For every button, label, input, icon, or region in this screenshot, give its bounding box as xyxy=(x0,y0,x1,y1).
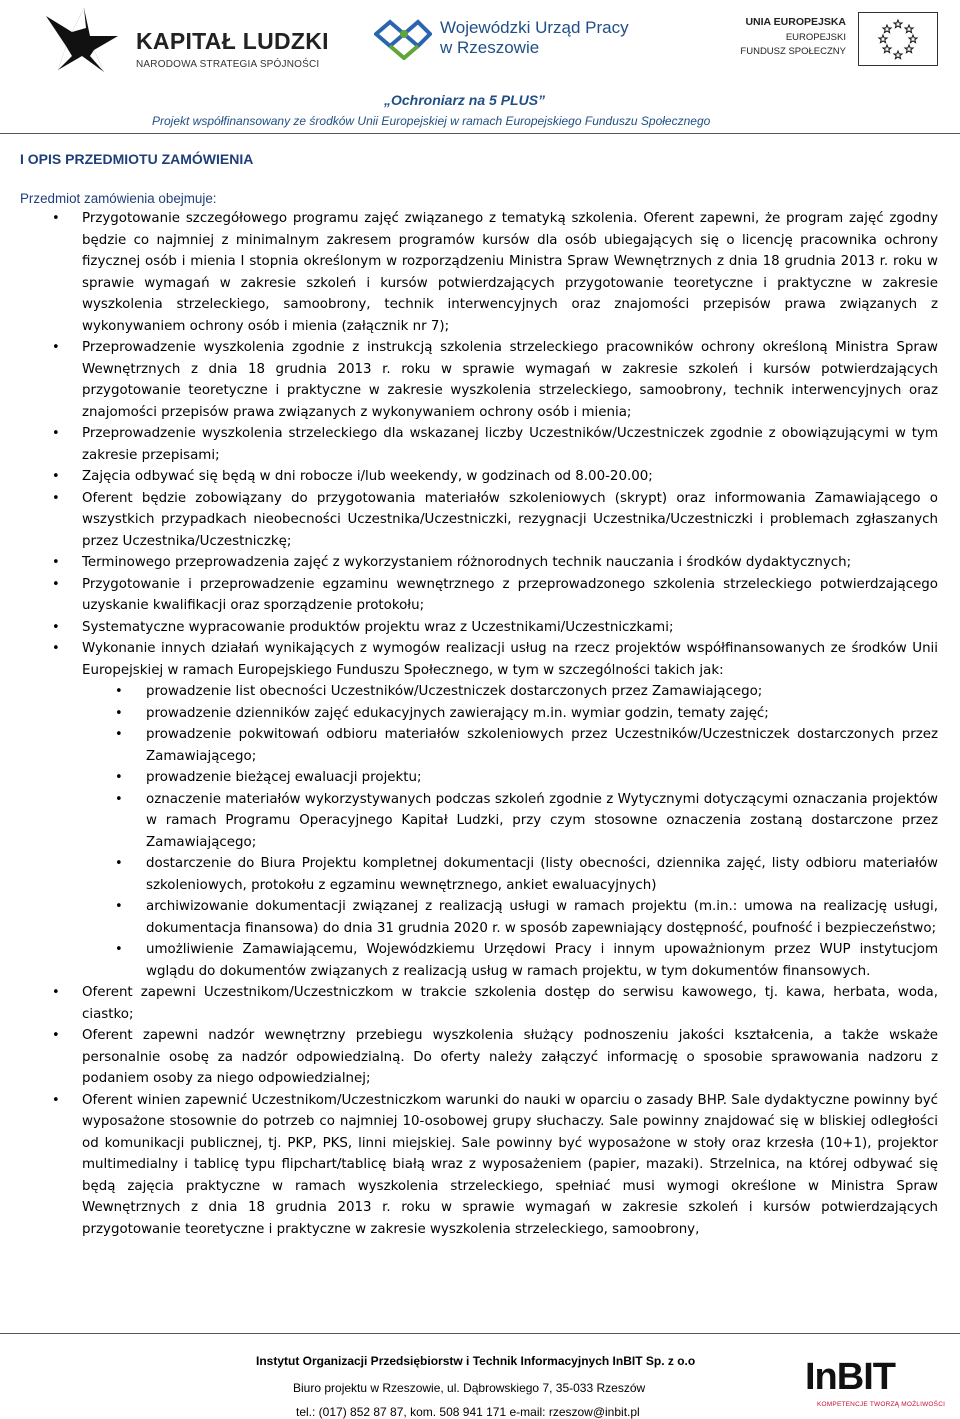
kapital-ludzki-title: KAPITAŁ LUDZKI xyxy=(136,28,329,54)
list-item: • Przeprowadzenie wyszkolenia zgodnie z instrukcją szkolenia strzeleckiego pracowników ochrony określoną Ministra Spraw Wewnętrznych z dnia 18 grudnia 2013 r. roku w sprawie wymagań w zakresie szkoleń i kursów potwierdzających przygotowanie teoretyczne i praktyczne w zakresie wyszkolenia strzeleckiego, samoobrony, technik interwencyjnych oraz znajomości przepisów prawa związanych z wykonywaniem ochrony osób i mienia; xyxy=(0,337,960,423)
wup-name-line2: w Rzeszowie xyxy=(440,38,540,57)
sub-list xyxy=(82,681,938,982)
sub-list-item: • prowadzenie bieżącej ewaluacji projektu; xyxy=(82,767,938,789)
list-item: • Przygotowanie i przeprowadzenie egzaminu wewnętrznego z przeprowadzonego szkolenia strzeleckiego potwierdzającego uzyskanie kwalifikacji oraz sporządzenie protokołu; xyxy=(0,574,960,617)
list-item: • Oferent zapewni Uczestnikom/Uczestniczkom w trakcie szkolenia dostęp do serwisu kawowego, tj. kawa, herbata, woda, ciastko; xyxy=(0,982,960,1025)
project-title: „Ochroniarz na 5 PLUS” xyxy=(384,92,546,108)
list-item: • Oferent zapewni nadzór wewnętrzny przebiegu wyszkolenia służący podnoszeniu jakości kształcenia, a także wskaże personalnie osobę za nadzór odpowiedzialną. Do oferty należy załączyć informację o sposobie sprawowania nadzoru z podaniem osoby za niego odpowiedzialnej; xyxy=(0,1025,960,1090)
list-item-text: Wykonanie innych działań wynikających z wymogów realizacji usług na rzecz projektów współfinansowanych ze środków Unii Europejskiej w ramach Europejskiego Funduszu Społecznego, w tym w szczególności takich jak: xyxy=(82,641,938,678)
eu-line2: EUROPEJSKI xyxy=(785,32,846,43)
requirements-list xyxy=(0,208,960,1240)
list-item: • Przeprowadzenie wyszkolenia strzeleckiego dla wskazanej liczby Uczestników/Uczestniczek zgodnie z obowiązującymi w tym zakresie przepisami; xyxy=(0,423,960,466)
inbit-logo xyxy=(805,1356,946,1415)
footer-contact: tel.: (017) 852 87 87, kom. 508 941 171 e-mail: rzeszow@inbit.pl xyxy=(296,1405,640,1419)
sub-list-item: • prowadzenie list obecności Uczestników/Uczestniczek dostarczonych przez Zamawiającego; xyxy=(82,681,938,703)
section-title: I OPIS PRZEDMIOTU ZAMÓWIENIA xyxy=(20,151,254,167)
eu-line1: UNIA EUROPEJSKA xyxy=(745,16,846,28)
footer-address: Biuro projektu w Rzeszowie, ul. Dąbrowskiego 7, 35-033 Rzeszów xyxy=(293,1381,646,1395)
wup-name-line1: Wojewódzki Urząd Pracy xyxy=(440,18,629,37)
sub-list-item: • archiwizowanie dokumentacji związanej z realizacją usługi w ramach projektu (m.in.: umowa na realizację usługi, dokumentacja finansowa) do dnia 31 grudnia 2020 r. w sposób zapewniający dostępność, poufność i bezpieczeństwo; xyxy=(82,896,938,939)
page-header xyxy=(0,0,960,134)
sub-list-item: • oznaczenie materiałów wykorzystywanych podczas szkoleń zgodnie z Wytycznymi dotyczącymi oznaczania projektów w ramach Programu Operacyjnego Kapitał Ludzki, przy czym stosowne oznaczenia zostaną dostarczone przez Zamawiającego; xyxy=(82,789,938,854)
list-item: • Oferent winien zapewnić Uczestnikom/Uczestniczkom warunki do nauki w oparciu o zasady BHP. Sale dydaktyczne powinny być wyposażone stosownie do potrzeb co najmniej 10-osobowej grupy słuchaczy. Sale powinny znajdować się w bliskiej odległości od komunikacji publicznej, tj. PKP, PKS, linni miejskiej. Sale powinny być wyposażone w stoły oraz krzesła (10+1), projektor multimedialny i tablicę typu flipchart/tablicę białą wraz z wyposażeniem (papier, mazaki). Strzelnica, na której odbywać się będą zajęcia praktyczne w ramach wyszkolenia strzeleckiego, spełniać musi wymogi określone w Ministra Spraw Wewnętrznych z dnia 18 grudnia 2013 r. roku w sprawie wymagań w zakresie szkoleń i kursów potwierdzających przygotowanie teoretyczne i praktyczne w zakresie wyszkolenia strzeleckiego, samoobrony, xyxy=(0,1090,960,1241)
sub-list-item: • prowadzenie pokwitowań odbioru materiałów szkoleniowych przez Uczestników/Uczestniczek dostarczonych przez Zamawiającego; xyxy=(82,724,938,767)
intro-text: Przedmiot zamówienia obejmuje: xyxy=(20,191,217,206)
list-item: • Zajęcia odbywać się będą w dni robocze i/lub weekendy, w godzinach od 8.00-20.00; xyxy=(0,466,960,488)
wup-emblem-icon xyxy=(374,14,432,60)
list-item: • Terminowego przeprowadzenia zajęć z wykorzystaniem różnorodnych technik nauczania i środków dydaktycznych; xyxy=(0,552,960,574)
list-item: • Systematyczne wypracowanie produktów projektu wraz z Uczestnikami/Uczestniczkami; xyxy=(0,617,960,639)
list-item: • Przygotowanie szczegółowego programu zajęć związanego z tematyką szkolenia. Oferent zapewni, że program zajęć zgodny będzie co najmniej z minimalnym zakresem programów kursów dla osób ubiegających się o licencję pracownika ochrony fizycznej osób i mienia I stopnia określonym w rozporządzeniu Ministra Spraw Wewnętrznych z dnia 18 grudnia 2013 r. roku w sprawie wymagań w zakresie szkoleń i kursów potwierdzających przygotowanie teoretyczne i praktyczne w zakresie wyszkolenia strzeleckiego, samoobrony, technik interwencyjnych oraz znajomości przepisów prawa związanych z wykonywaniem ochrony osób i mienia (załącznik nr 7); xyxy=(0,208,960,337)
wup-logo xyxy=(374,12,634,64)
eu-line3: FUNDUSZ SPOŁECZNY xyxy=(740,46,846,57)
inbit-tagline: KOMPETENCJE TWORZĄ MOŻLIWOŚCI xyxy=(817,1401,946,1408)
list-item: • Oferent będzie zobowiązany do przygotowania materiałów szkoleniowych (skrypt) oraz informowania Zamawiającego o wszystkich przypadkach nieobecności Uczestnika/Uczestniczki, rezygnacji Uczestnika/Uczestniczki i problemach zgłaszanych przez Uczestnika/Uczestniczkę; xyxy=(0,488,960,553)
sub-list-item: • prowadzenie dzienników zajęć edukacyjnych zawierający m.in. wymiar godzin, tematy zajęć; xyxy=(82,703,938,725)
list-item xyxy=(0,638,960,982)
project-subtitle: Projekt współfinansowany ze środków Unii Europejskiej w ramach Europejskiego Funduszu Społecznego xyxy=(152,114,711,128)
footer-divider xyxy=(0,1333,960,1334)
inbit-logo-word: InBIT xyxy=(805,1356,895,1398)
eu-logo xyxy=(740,12,948,66)
footer-company: Instytut Organizacji Przedsiębiorstw i Technik Informacyjnych InBIT Sp. z o.o xyxy=(256,1354,696,1368)
sub-list-item: • dostarczenie do Biura Projektu kompletnej dokumentacji (listy obecności, dziennika zajęć, listy odbioru materiałów szkoleniowych, protokołu z egzaminu wewnętrznego, ankiet ewaluacyjnych) xyxy=(82,853,938,896)
kapital-ludzki-subtitle: NARODOWA STRATEGIA SPÓJNOŚCI xyxy=(136,59,320,70)
kapital-ludzki-star-icon xyxy=(42,6,120,72)
eu-flag-icon xyxy=(858,12,938,66)
kapital-ludzki-logo xyxy=(20,6,329,72)
header-divider xyxy=(0,133,960,134)
sub-list-item: • umożliwienie Zamawiającemu, Wojewódzkiemu Urzędowi Pracy i innym upoważnionym przez WUP instytucjom wglądu do dokumentów związanych z realizacją usług w ramach projektu, w tym dokumentów finansowych. xyxy=(82,939,938,982)
